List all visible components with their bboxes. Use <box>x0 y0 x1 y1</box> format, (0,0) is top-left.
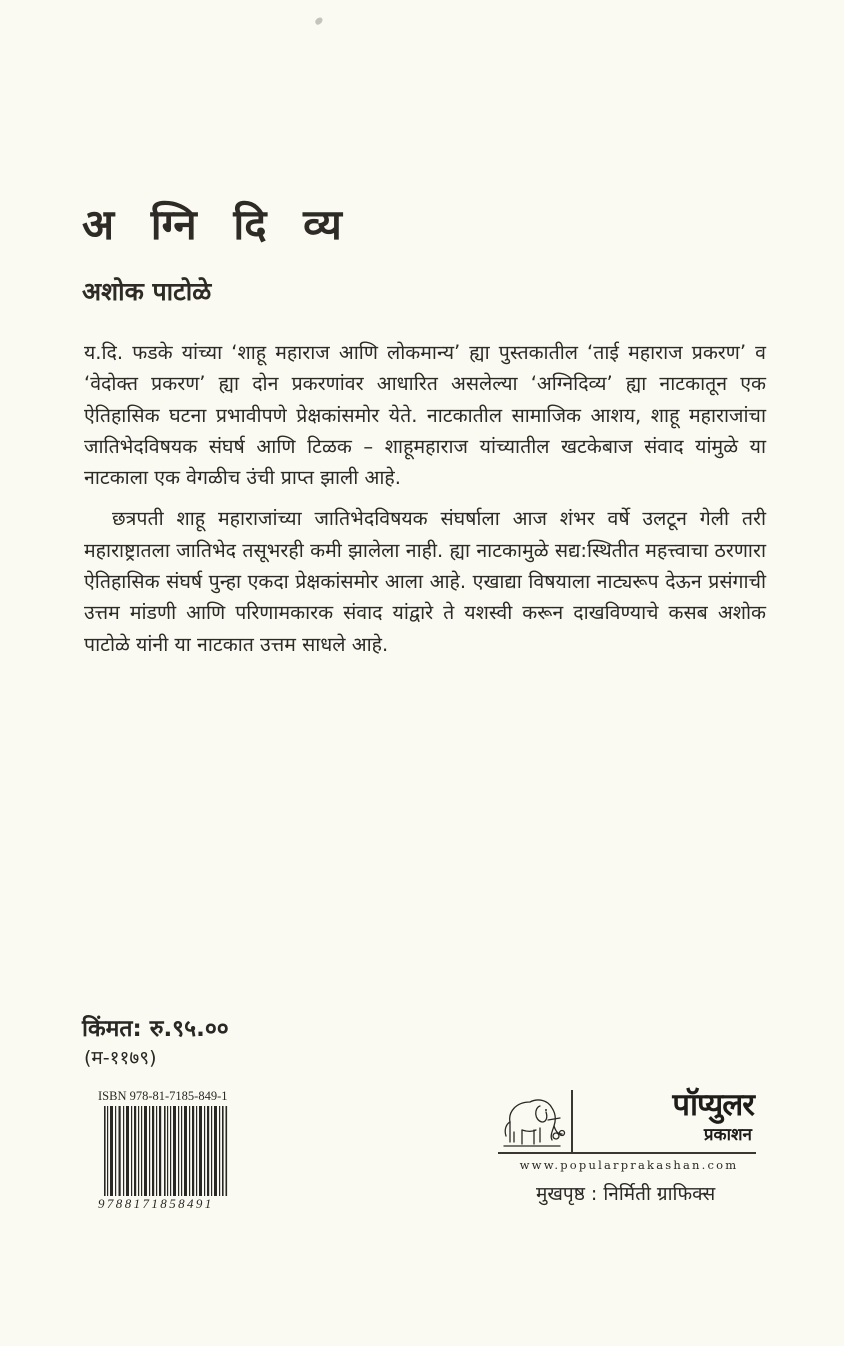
logo-divider-vertical <box>571 1090 573 1152</box>
paper-smudge <box>314 16 324 25</box>
publisher-logo <box>498 1087 756 1158</box>
isbn-label: ISBN 978-81-7185-849-1 <box>98 1089 228 1103</box>
publisher-name: पॉप्युलर <box>672 1087 754 1123</box>
publisher-website: www.popularprakashan.com <box>519 1158 739 1172</box>
blurb-paragraph: य.दि. फडके यांच्या ‘शाहू महाराज आणि लोकमान्य’ ह्या पुस्तकातील ‘ताई महाराज प्रकरण’ व ‘वेदोक्त प्रकरण’ ह्या दोन प्रकरणांवर आधारित असलेल्या ‘अग्निदिव्य’ ह्या नाटकातून एक ऐतिहासिक घटना प्रभावीपणे प्रेक्षकांसमोर येते. नाटकातील सामाजिक आशय, शाहू महाराजांचा जातिभेदविषयक संघर्ष आणि टिळक – शाहूमहाराज यांच्यातील खटकेबाज संवाद यांमुळे या नाटकाला एक वेगळीच उंची प्राप्त झाली आहे. <box>84 341 766 490</box>
blurb <box>84 337 766 660</box>
book-author: अशोक पाटोळे <box>82 277 212 306</box>
elephant-icon <box>500 1092 568 1150</box>
barcode-digits: 9788171858491 <box>96 1196 238 1212</box>
blurb-paragraph: छत्रपती शाहू महाराजांच्या जातिभेदविषयक संघर्षाला आज शंभर वर्षे उलटून गेली तरी महाराष्ट्रातला जातिभेद तसूभरही कमी झालेला नाही. ह्या नाटकामुळे सद्य:स्थितीत महत्त्वाचा ठरणारा ऐतिहासिक संघर्ष पुन्हा एकदा प्रेक्षकांसमोर आला आहे. एखाद्या विषयाला नाट्यरूप देऊन प्रसंगाची उत्तम मांडणी आणि परिणामकारक संवाद यांद्वारे ते यशस्वी करून दाखविण्याचे कसब अशोक पाटोळे यांनी या नाटकात उत्तम साधले आहे. <box>84 507 766 656</box>
logo-divider-horizontal <box>498 1152 756 1154</box>
cover-credit: मुखपृष्ठ : निर्मिती ग्राफिक्स <box>536 1183 716 1205</box>
book-title: अ ग्नि दि व्य <box>82 200 342 249</box>
catalog-code: (म-११७९) <box>84 1047 157 1069</box>
price-label: किंमत: रु.९५.०० <box>82 1016 229 1042</box>
barcode-icon <box>104 1106 228 1206</box>
publisher-subname: प्रकाशन <box>703 1125 752 1145</box>
